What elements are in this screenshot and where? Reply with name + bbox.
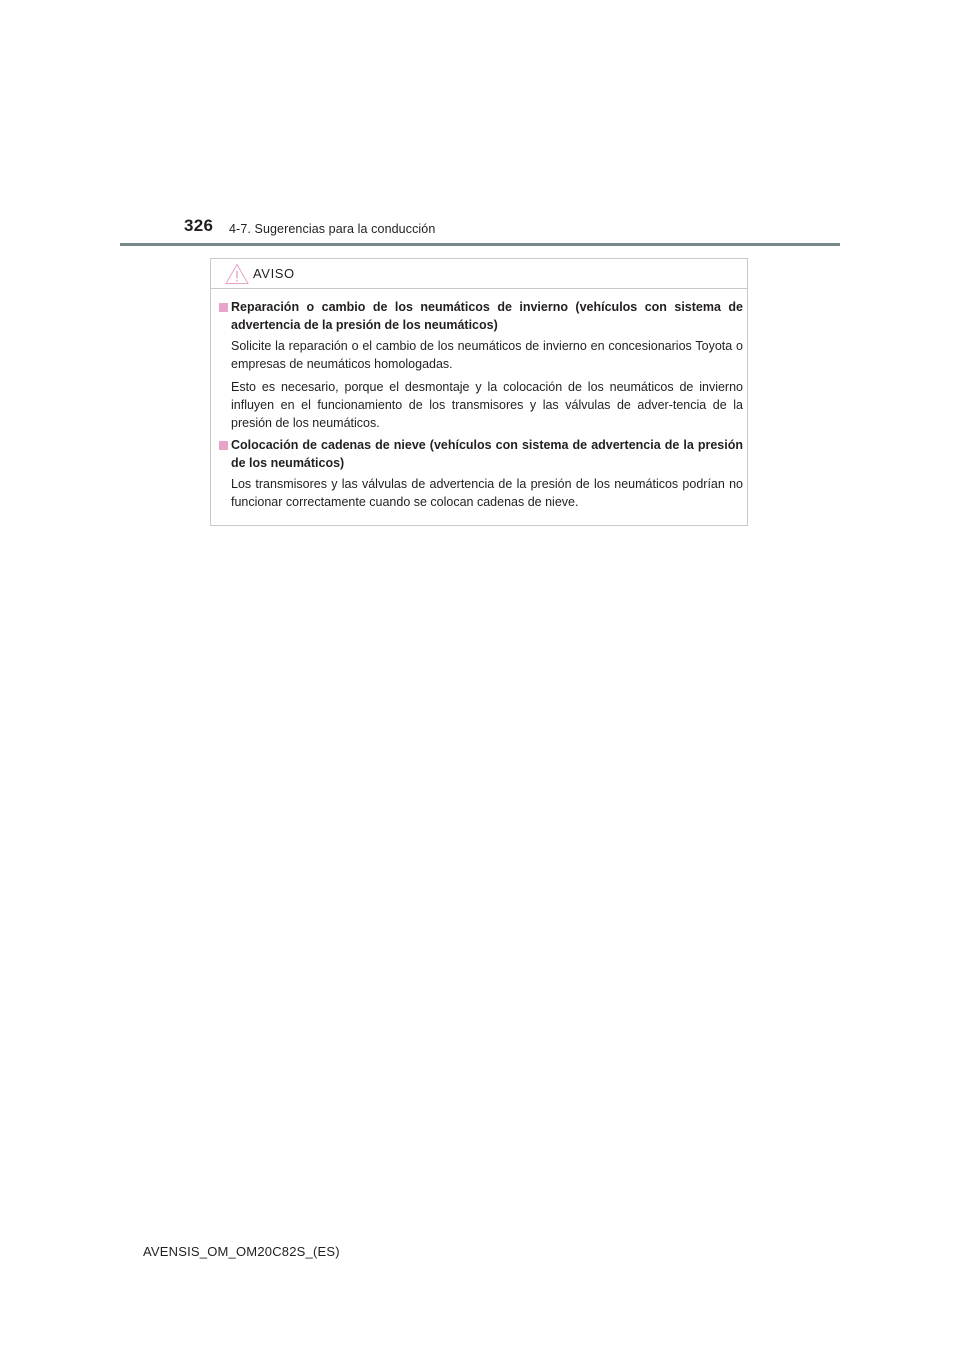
warning-header (211, 259, 747, 289)
warning-body (219, 298, 743, 511)
warning-triangle-icon (225, 263, 249, 285)
document-code: AVENSIS_OM_OM20C82S_(ES) (143, 1244, 340, 1259)
warning-label: AVISO (253, 266, 295, 281)
warning-item-paragraph: Los transmisores y las válvulas de advertencia de la presión de los neumáticos podrían no funcionar correctamente cuando se colocan cadenas de nieve. (231, 477, 743, 509)
warning-item-heading: Reparación o cambio de los neumáticos de invierno (vehículos con sistema de advertencia de la presión de los neumáticos) (231, 300, 743, 332)
warning-box (210, 258, 748, 526)
warning-item (219, 436, 743, 511)
warning-item-paragraph: Solicite la reparación o el cambio de los neumáticos de invierno en concesionarios Toyota o empresas de neumáticos homologadas. (231, 339, 743, 371)
bullet-square-icon (219, 303, 228, 312)
header-rule (120, 243, 840, 246)
section-title: 4-7. Sugerencias para la conducción (229, 222, 436, 236)
bullet-square-icon (219, 441, 228, 450)
page-number: 326 (184, 216, 214, 235)
warning-item (219, 298, 743, 432)
warning-item-heading: Colocación de cadenas de nieve (vehículos con sistema de advertencia de la presión de los neumáticos) (231, 438, 743, 470)
warning-item-paragraph: Esto es necesario, porque el desmontaje y la colocación de los neumáticos de invierno influyen en el funcionamiento de los transmisores y las válvulas de adver-tencia de la presión de los neumáticos. (231, 380, 743, 430)
